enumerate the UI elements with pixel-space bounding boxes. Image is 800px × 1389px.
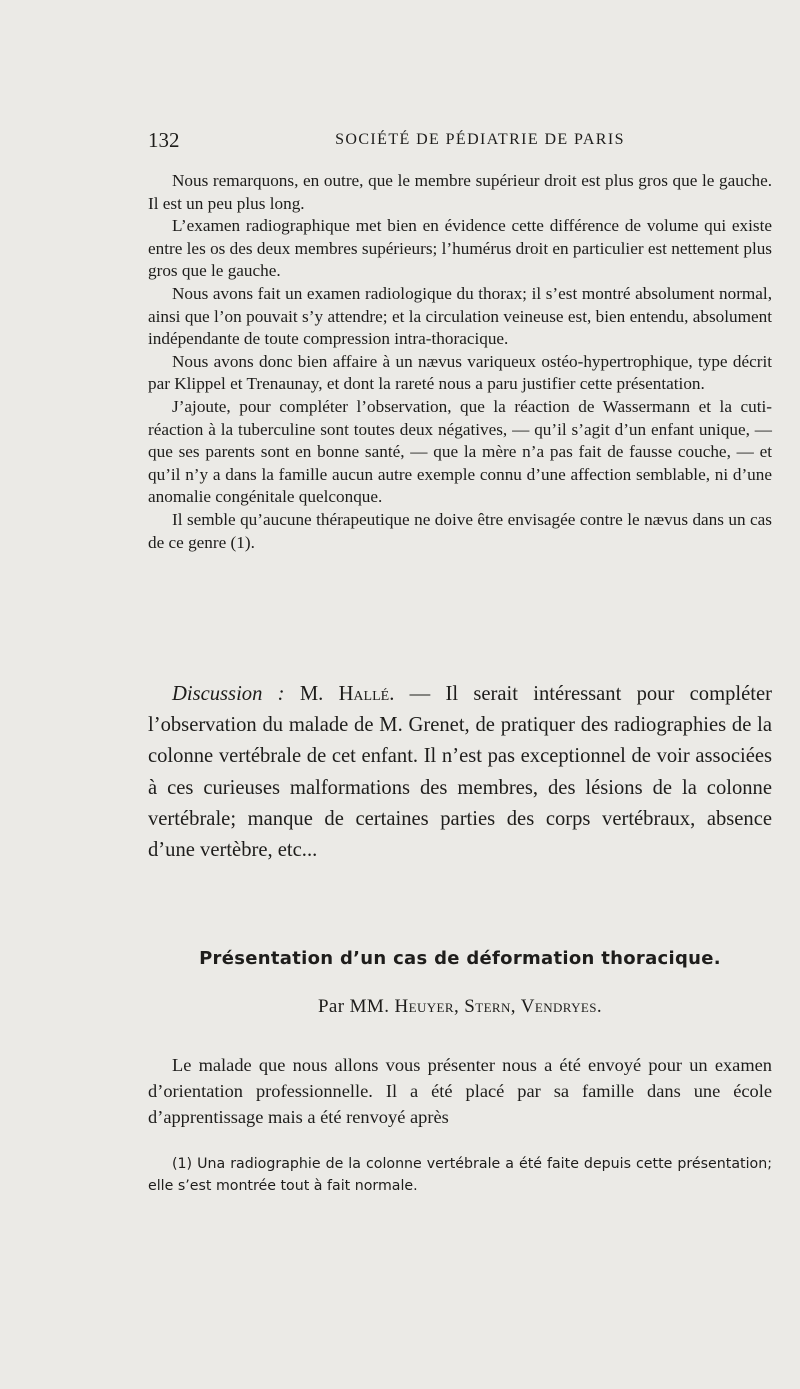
authors-prefix: Par MM. — [317, 996, 390, 1017]
paragraph: L’examen radiographique met bien en évidence cette différence de volume qui existe entre les os des deux membres supérieurs; l’humérus droit en particulier est nettement plus gros que le gauche. — [148, 216, 772, 281]
footnote: (1) Una radiographie de la colonne vertébrale a été faite depuis cette présentation; elle s’est montrée tout à fait normale. — [148, 1156, 772, 1194]
journal-title: SOCIÉTÉ DE PÉDIATRIE DE PARIS — [335, 131, 625, 148]
section-title: Présentation d’un cas de déformation thoracique. — [199, 948, 721, 969]
authors-names: Heuyer, Stern, Vendryes. — [394, 996, 603, 1017]
discussion-block — [148, 679, 772, 866]
page-number: 132 — [148, 128, 180, 152]
section-authors — [148, 996, 772, 1018]
discussion-paragraph: Discussion : M. Hallé. — Il serait intéressant pour compléter l’observation du malade de M. Grenet, de pratiquer des radiographies de la colonne vertébrale de cet enfant. Il n’est pas exceptionnel de voir associées à ces curieuses malformations des membres, des lésions de la colonne vertébrale; manque de certaines parties des corps vertébraux, absence d’une vertèbre, etc... — [148, 683, 772, 862]
discussion-label: Discussion : — [172, 683, 285, 705]
paragraph: J’ajoute, pour compléter l’observation, que la réaction de Wassermann et la cuti-réaction à la tuberculine sont toutes deux négatives, — qu’il s’agit d’un enfant unique, — que ses parents sont en bonne santé, — que la mère n’a pas fait de fausse couche, — et qu’il n’y a dans la famille aucun autre exemple connu d’une affection semblable, ni d’une anomalie congénitale quelconque. — [148, 396, 772, 507]
speaker-prefix: M. — [299, 683, 324, 705]
running-head — [148, 128, 772, 154]
discussion-text: — Il serait intéressant pour compléter l’observation du malade de M. Grenet, de pratiquer des radiographies de la colonne vertébrale de cet enfant. Il n’est pas exceptionnel de voir associées à ces curieuses malformations des membres, des lésions de la colonne vertébrale; manque de certaines parties des corps vertébraux, absence d’une vertèbre, etc... — [148, 683, 772, 862]
paragraph: Nous avons fait un examen radiologique du thorax; il s’est montré absolument normal, ainsi que l’on pouvait s’y attendre; et la circulation veineuse est, bien entendu, absolument indépendante de toute compression intra-thoracique. — [148, 283, 772, 349]
paragraph: Le malade que nous allons vous présenter nous a été envoyé pour un examen d’orientation professionnelle. Il a été placé par sa famille dans une école d’apprentissage mais a été renvoyé après — [148, 1055, 772, 1127]
observation-text — [148, 170, 772, 554]
paragraph: Nous avons donc bien affaire à un nævus variqueux ostéo-hypertrophique, type décrit par Klippel et Trenaunay, et dont la rareté nous a paru justifier cette présentation. — [148, 351, 772, 394]
paragraph: Nous remarquons, en outre, que le membre supérieur droit est plus gros que le gauche. Il est un peu plus long. — [148, 171, 772, 213]
section-text — [148, 1052, 772, 1130]
speaker-name: Hallé — [338, 683, 390, 705]
paragraph: Il semble qu’aucune thérapeutique ne doive être envisagée contre le nævus dans un cas de ce genre (1). — [148, 509, 772, 552]
